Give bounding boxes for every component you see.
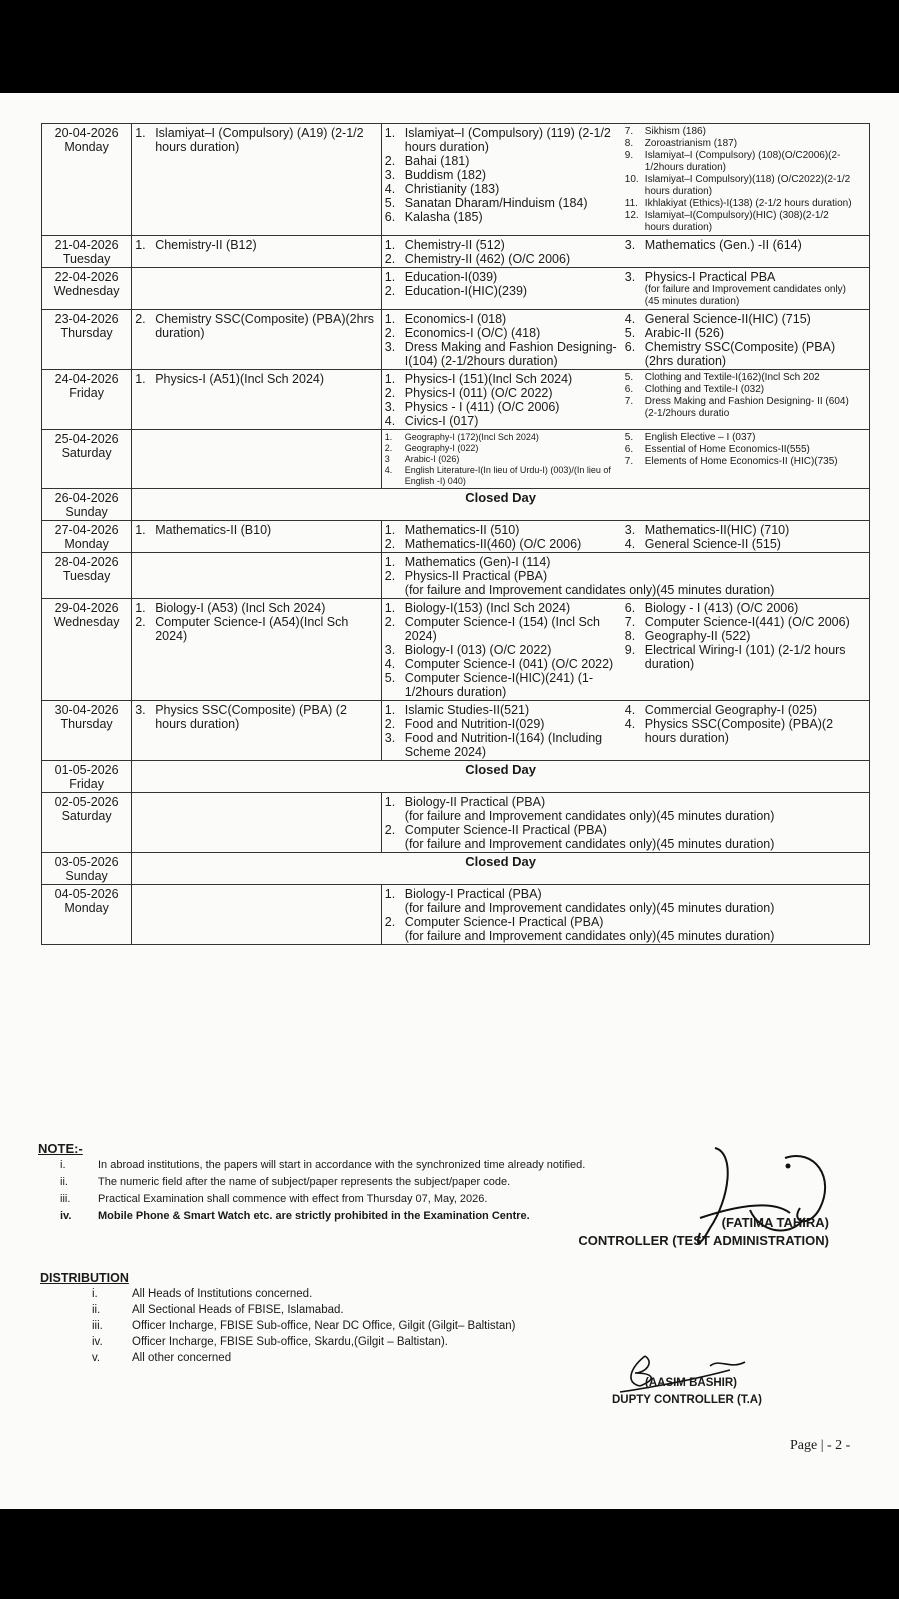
subject-entry: 3. Dress Making and Fashion Designing-I(104) (2-1/2hours duration) [384,340,617,368]
schedule-row [42,553,870,599]
subject-entry: 4. General Science-II(HIC) (715) [624,312,811,326]
subject-entry: 1. Islamiyat–I (Compulsory) (A19) (2-1/2 hours duration) [135,126,364,154]
subject-entry: 3. Biology-I (013) (O/C 2022) [384,643,552,657]
subject-entry: 3. Mathematics-II(HIC) (710) [624,523,790,537]
ssc2-right-column [625,270,855,308]
ssc2-left-column [385,312,625,368]
subject-entry: 2. Bahai (181) [384,154,470,168]
schedule-row [42,885,870,945]
schedule-row [42,370,870,430]
ssc2-right-column [625,432,855,468]
deputy-controller-name: (AASIM BASHIR) [645,1377,737,1389]
subject-entry: 1. Geography-I (172)(Incl Sch 2024) [384,432,539,442]
exam-day: Saturday [61,809,112,823]
ssc2-cell [381,521,869,553]
ssc1-cell [132,124,382,236]
date-cell [42,761,132,793]
ssc2-left-column [384,555,775,597]
date-cell [42,489,132,521]
subject-entry: 1. Biology-I(153) (Incl Sch 2024) [384,601,571,615]
closed-day-cell: Closed Day [132,853,870,885]
controller-title: CONTROLLER (TEST ADMINISTRATION) [578,1233,829,1248]
subject-entry: 4. General Science-II (515) [624,537,781,551]
schedule-row [42,701,870,761]
subject-entry: 3. Physics - I (411) (O/C 2006) [384,400,560,414]
exam-day: Wednesday [53,284,120,298]
schedule-row [42,236,870,268]
note-item: iv. Mobile Phone & Smart Watch etc. are strictly prohibited in the Examination Centre. [60,1210,530,1222]
ssc2-cell [381,370,869,430]
subject-entry: 5. English Elective – I (037) [624,432,756,443]
ssc1-cell [132,885,382,945]
notes-heading: NOTE:- [38,1141,83,1156]
ssc1-cell [132,553,382,599]
schedule-row [42,489,870,521]
subject-entry: 2. Computer Science-I (154) (Incl Sch 2024) [384,615,601,643]
exam-day: Friday [69,777,104,791]
subject-entry: 3. Buddism (182) [384,168,487,182]
exam-date: 25-04-2026 [54,432,119,446]
exam-date: 28-04-2026 [54,555,119,569]
exam-date: 26-04-2026 [54,491,119,505]
subject-entry: 11. Ikhlakiyat (Ethics)-I(138) (2-1/2 hours duration) [624,198,852,209]
ssc2-left-column [385,372,625,428]
date-cell [42,310,132,370]
controller-signatory [578,1214,829,1250]
subject-entry: 7. Computer Science-I(441) (O/C 2006) [624,615,850,629]
ssc2-cell [381,793,869,853]
subject-entry: 5. Arabic-II (526) [624,326,724,340]
subject-entry: 1. Mathematics-II (B10) [135,523,272,537]
subject-entry: 4. Civics-I (017) [384,414,479,428]
subject-entry: 2. Physics-I (011) (O/C 2022) [384,386,553,400]
exam-date: 27-04-2026 [54,523,119,537]
subject-entry: 1. Mathematics (Gen)-I (114) [384,555,551,569]
exam-date: 02-05-2026 [54,795,119,809]
subject-entry: 1. Chemistry-II (B12) [135,238,257,252]
schedule-row [42,793,870,853]
date-cell [42,701,132,761]
exam-date: 01-05-2026 [54,763,119,777]
ssc1-cell [132,521,382,553]
schedule-row [42,761,870,793]
exam-day: Monday [64,140,109,154]
exam-schedule-table [41,123,870,945]
subject-entry: 6. Kalasha (185) [384,210,483,224]
subject-entry: 6. Chemistry SSC(Composite) (PBA) (2hrs duration) [624,340,836,368]
ssc2-right-column [625,601,855,671]
subject-entry: 6. Clothing and Textile-I (032) [624,384,765,395]
date-cell [42,553,132,599]
subject-entry: 1. Chemistry-II (512) [384,238,505,252]
subject-note: (for failure and Improvement candidates only) (45 minutes duration) [644,284,847,307]
note-item: ii. The numeric field after the name of subject/paper represents the subject/paper code. [60,1176,511,1188]
closed-day-cell: Closed Day [132,761,870,793]
exam-date: 21-04-2026 [54,238,119,252]
subject-entry: 2. Geography-I (022) [384,443,479,453]
subject-entry: 2. Computer Science-I Practical (PBA) (for failure and Improvement candidates only)(45 minutes duration) [384,915,775,943]
date-cell [42,793,132,853]
subject-entry: 7. Elements of Home Economics-II (HIC)(735) [624,456,838,467]
ssc2-cell [381,701,869,761]
controller-name: (FATIMA TAHIRA) [721,1215,829,1230]
subject-entry: 1. Biology-I (A53) (Incl Sch 2024) [135,601,326,615]
distribution-heading: DISTRIBUTION [40,1271,129,1285]
ssc2-left-column [385,126,625,224]
subject-entry: 3. Food and Nutrition-I(164) (Including Scheme 2024) [384,731,603,759]
exam-day: Wednesday [53,615,120,629]
subject-entry: 5. Sanatan Dharam/Hinduism (184) [384,196,588,210]
schedule-row [42,310,870,370]
subject-entry: 7. Sikhism (186) [624,126,706,137]
subject-entry: 1. Islamic Studies-II(521) [384,703,530,717]
exam-day: Tuesday [62,252,111,266]
ssc2-left-column [385,432,625,487]
ssc2-cell [381,599,869,701]
subject-entry: 7. Dress Making and Fashion Designing- II (604)(2-1/2hours duratio [624,396,849,419]
exam-date: 20-04-2026 [54,126,119,140]
subject-entry: 4. Physics SSC(Composite) (PBA)(2 hours duration) [624,717,834,745]
subject-entry: 4. Commercial Geography-I (025) [624,703,818,717]
schedule-row [42,430,870,489]
subject-entry: 9. Electrical Wiring-I (101) (2-1/2 hours duration) [624,643,846,671]
notes-section [38,1140,585,1225]
schedule-row [42,124,870,236]
date-cell [42,370,132,430]
distribution-item: iv. Officer Incharge, FBISE Sub-office, Skardu,(Gilgit – Baltistan). [92,1336,448,1348]
date-cell [42,268,132,310]
ssc1-cell [132,310,382,370]
exam-day: Thursday [60,326,113,340]
distribution-item: v. All other concerned [92,1352,232,1364]
subject-entry: 1. Physics-I (A51)(Incl Sch 2024) [135,372,325,386]
distribution-item: i. All Heads of Institutions concerned. [92,1288,313,1300]
subject-entry: 2. Computer Science-I (A54)(Incl Sch 2024) [135,615,349,643]
ssc2-left-column [385,270,625,298]
schedule-row [42,599,870,701]
subject-entry: 6. Essential of Home Economics-II(555) [624,444,810,455]
ssc2-right-column [625,523,855,551]
closed-day-cell: Closed Day [132,489,870,521]
subject-entry: 8. Geography-II (522) [624,629,751,643]
date-cell [42,430,132,489]
ssc1-cell [132,793,382,853]
ssc2-right-column [625,372,855,420]
ssc2-right-column [625,238,855,252]
subject-entry: 2. Education-I(HIC)(239) [384,284,528,298]
ssc2-right-column [625,703,855,745]
ssc1-cell [132,268,382,310]
ssc2-cell [381,236,869,268]
subject-entry: 2. Computer Science-II Practical (PBA) (for failure and Improvement candidates only)(45 minutes duration) [384,823,775,851]
exam-day: Saturday [61,446,112,460]
ssc1-cell [132,430,382,489]
ssc2-left-column [385,703,625,759]
schedule-row [42,521,870,553]
ssc2-cell [381,124,869,236]
subject-entry: 1. Biology-II Practical (PBA) (for failure and Improvement candidates only)(45 minutes duration) [384,795,775,823]
subject-entry: 2. Economics-I (O/C) (418) [384,326,541,340]
date-cell [42,885,132,945]
note-item: iii. Practical Examination shall commence with effect from Thursday 07, May, 2026. [60,1193,488,1205]
subject-entry: 1. Physics-I (151)(Incl Sch 2024) [384,372,573,386]
subject-note: (for failure and Improvement candidates only)(45 minutes duration) [404,583,775,597]
subject-entry: 5. Clothing and Textile-I(162)(Incl Sch 202 [624,372,820,383]
exam-date: 30-04-2026 [54,703,119,717]
subject-entry: 12. Islamiyat–I(Compulsory)(HIC) (308)(2-1/2 hours duration) [624,210,829,233]
subject-entry: 8. Zoroastrianism (187) [624,138,738,149]
subject-entry: 1. Islamiyat–I (Compulsory) (119) (2-1/2 hours duration) [384,126,611,154]
exam-date: 24-04-2026 [54,372,119,386]
exam-day: Tuesday [62,569,111,583]
page-number: Page | - 2 - [790,1438,851,1453]
subject-entry: 4. English Literature-I(In lieu of Urdu-I) (003)/(In lieu of English -I) 040) [384,465,611,486]
exam-day: Monday [64,901,109,915]
exam-day: Sunday [65,869,108,883]
exam-day: Friday [69,386,104,400]
subject-entry: 1. Mathematics-II (510) [384,523,520,537]
subject-entry: 5. Computer Science-I(HIC)(241) (1-1/2hours duration) [384,671,594,699]
ssc2-left-column [385,601,625,699]
document-page [0,93,899,1509]
exam-day: Monday [64,537,109,551]
distribution-item: iii. Officer Incharge, FBISE Sub-office, Near DC Office, Gilgit (Gilgit– Baltistan) [92,1320,516,1332]
subject-entry: 1. Biology-I Practical (PBA) (for failure and Improvement candidates only)(45 minutes duration) [384,887,775,915]
date-cell [42,853,132,885]
subject-entry: 3 Arabic-I (026) [384,454,460,464]
exam-date: 23-04-2026 [54,312,119,326]
schedule-row [42,268,870,310]
exam-day: Sunday [65,505,108,519]
subject-entry: 2. Chemistry SSC(Composite) (PBA)(2hrs duration) [135,312,374,340]
distribution-section [40,1270,515,1366]
ssc2-cell [381,430,869,489]
deputy-controller-signatory [612,1375,762,1409]
subject-entry: 2. Chemistry-II (462) (O/C 2006) [384,252,571,266]
ssc1-cell [132,236,382,268]
subject-entry: 3. Physics-I Practical PBA [624,270,776,284]
subject-entry: 4. Christianity (183) [384,182,500,196]
ssc2-right-column [625,312,855,368]
exam-date: 22-04-2026 [54,270,119,284]
ssc2-cell [381,310,869,370]
exam-day: Thursday [60,717,113,731]
subject-entry: 10. Islamiyat–I Compulsory)(118) (O/C2022)(2-1/2 hours duration) [624,174,851,197]
exam-date: 04-05-2026 [54,887,119,901]
ssc1-cell [132,370,382,430]
date-cell [42,521,132,553]
subject-entry: 1. Education-I(039) [384,270,498,284]
ssc2-left-column [385,238,625,266]
note-item: i. In abroad institutions, the papers will start in accordance with the synchronized time already notified. [60,1159,586,1171]
subject-entry: 6. Biology - I (413) (O/C 2006) [624,601,799,615]
distribution-item: ii. All Sectional Heads of FBISE, Islamabad. [92,1304,344,1316]
ssc2-cell [381,268,869,310]
subject-entry: 4. Computer Science-I (041) (O/C 2022) [384,657,614,671]
date-cell [42,599,132,701]
date-cell [42,124,132,236]
deputy-controller-title: DUPTY CONTROLLER (T.A) [612,1394,762,1406]
subject-entry: 2. Physics-II Practical (PBA) [384,569,548,583]
subject-entry: 1. Economics-I (018) [384,312,507,326]
subject-entry: 3. Mathematics (Gen.) -II (614) [624,238,802,252]
date-cell [42,236,132,268]
ssc1-cell [132,599,382,701]
exam-date: 29-04-2026 [54,601,119,615]
subject-entry: 9. Islamiyat–I (Compulsory) (108)(O/C2006)(2-1/2hours duration) [624,150,841,173]
schedule-row [42,853,870,885]
ssc2-cell [381,553,869,599]
ssc2-left-column [385,523,625,551]
subject-entry: 2. Mathematics-II(460) (O/C 2006) [384,537,582,551]
ssc2-cell [381,885,869,945]
subject-entry: 3. Physics SSC(Composite) (PBA) (2 hours duration) [135,703,347,731]
ssc1-cell [132,701,382,761]
exam-date: 03-05-2026 [54,855,119,869]
subject-entry: 2. Food and Nutrition-I(029) [384,717,545,731]
ssc2-right-column [625,126,855,234]
